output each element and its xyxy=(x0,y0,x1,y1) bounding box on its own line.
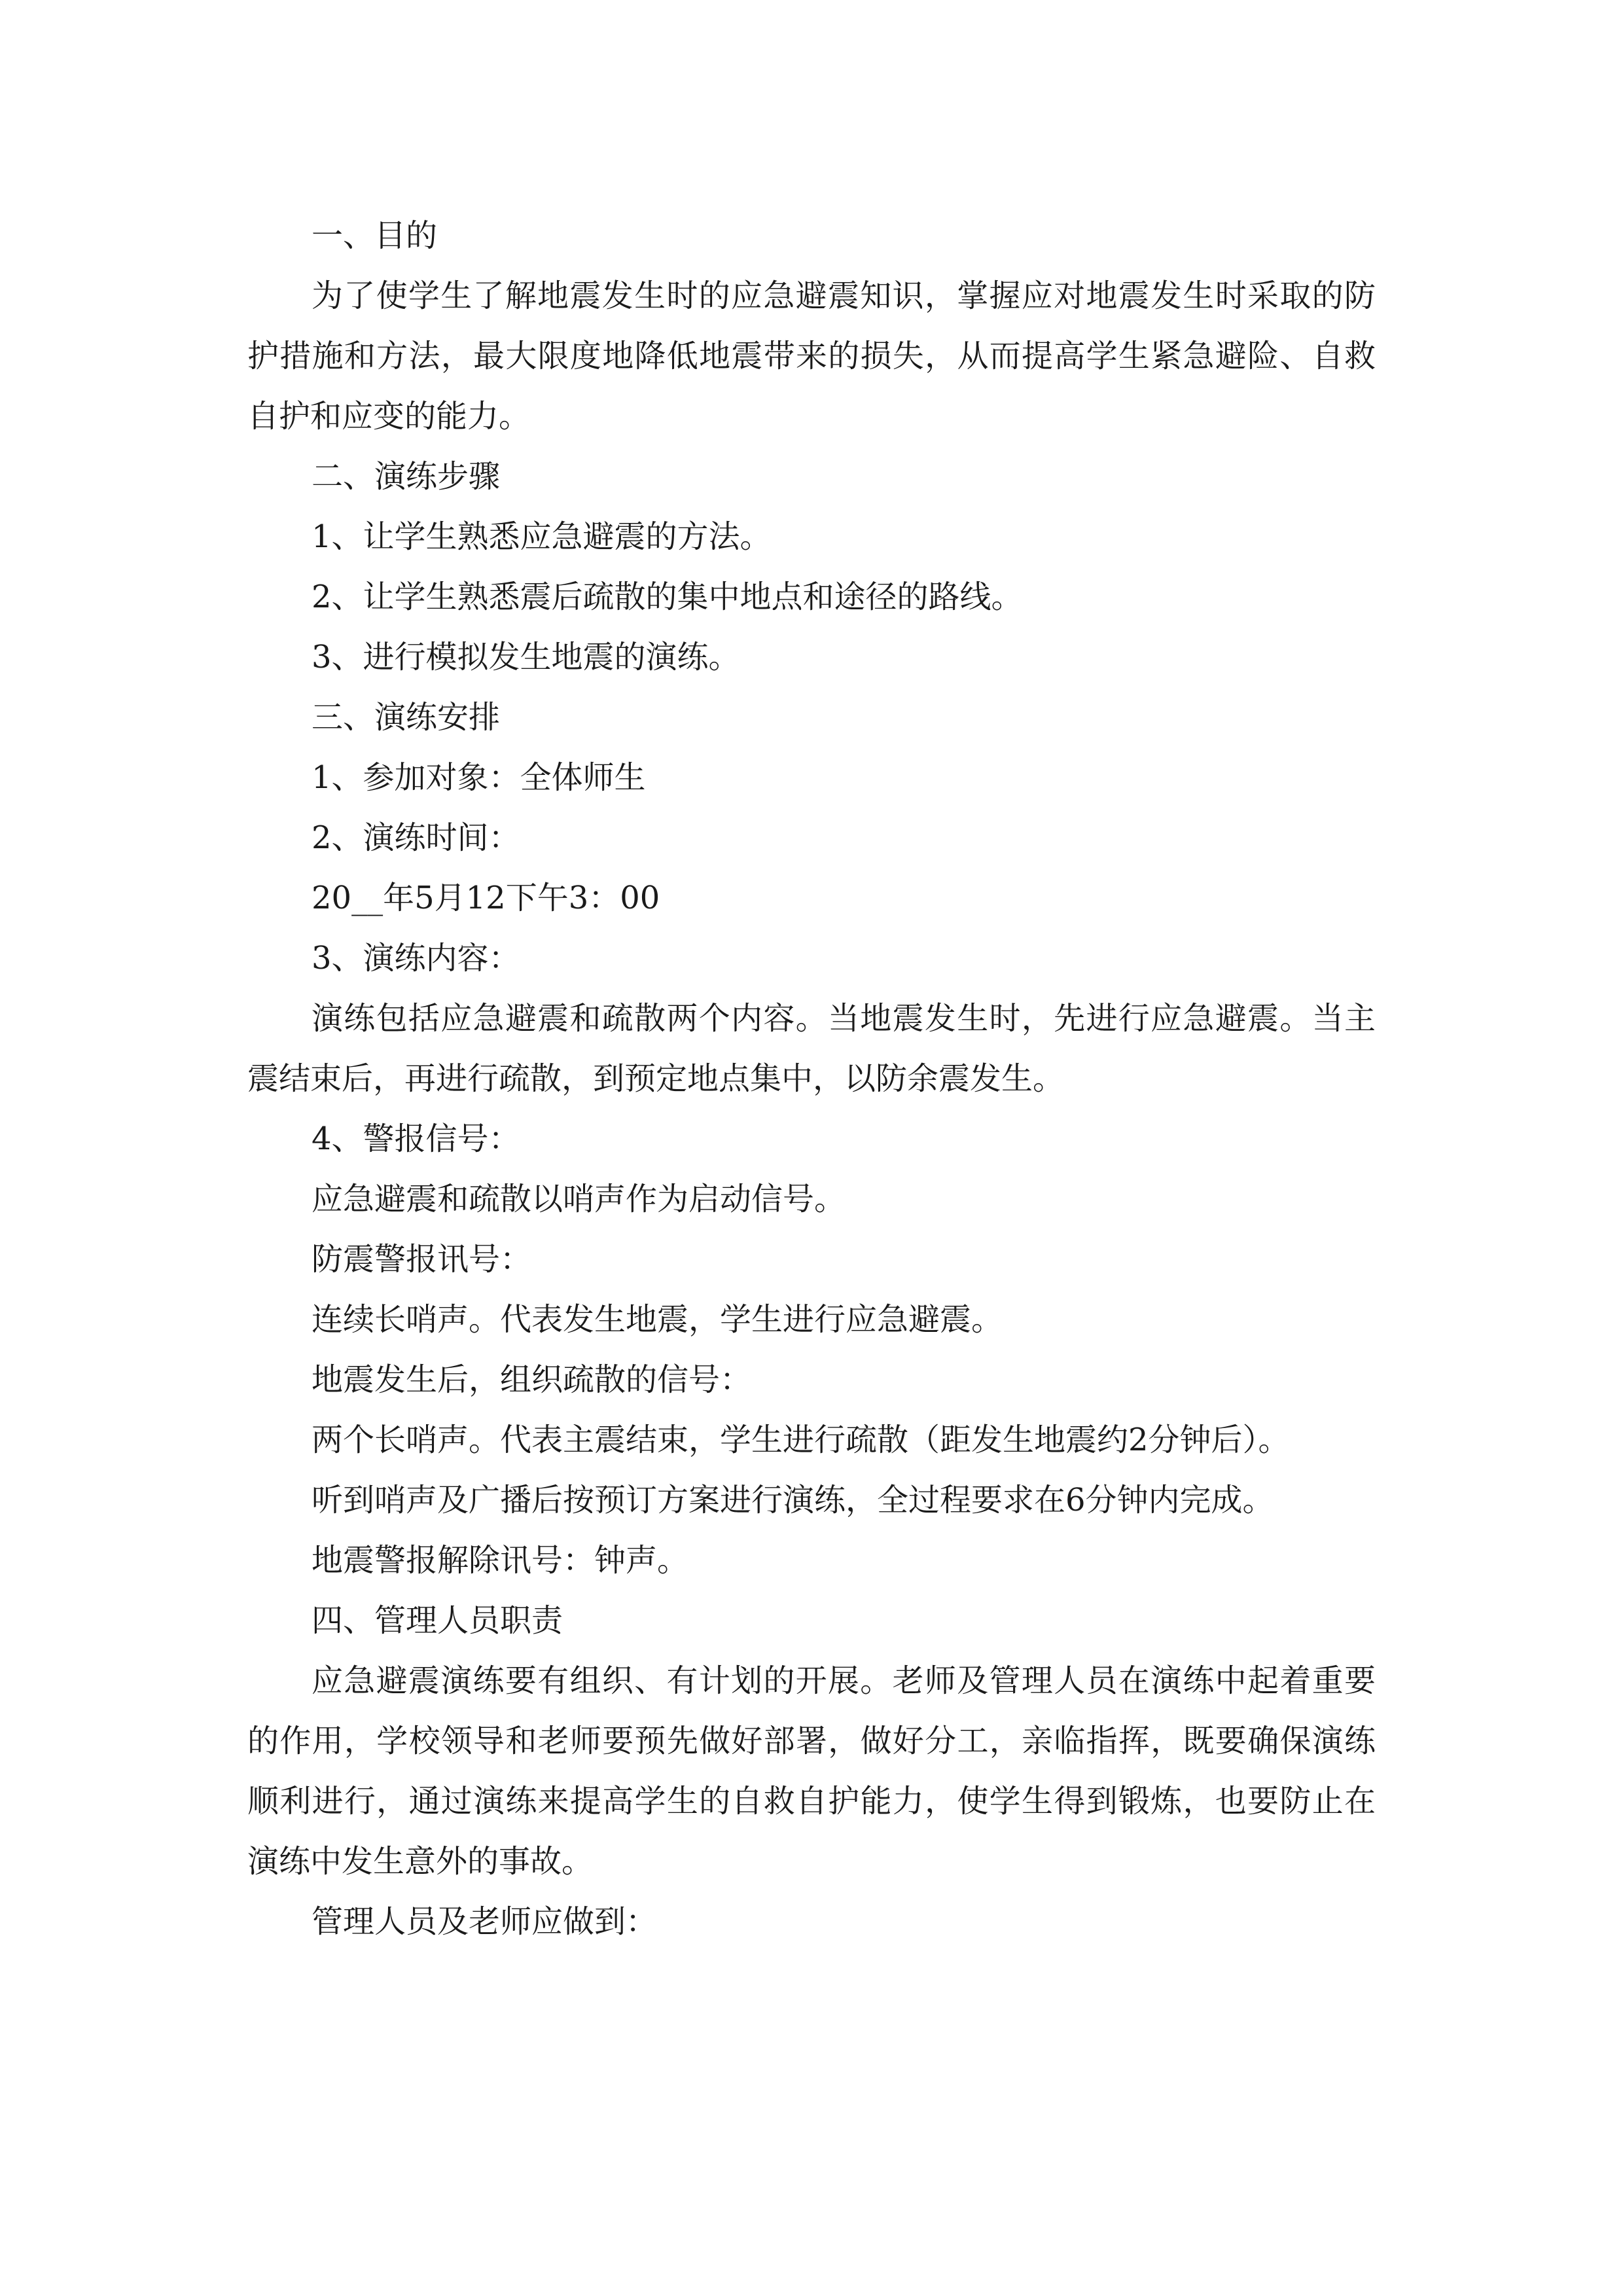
alarm-signal-line-3: 连续长哨声。代表发生地震，学生进行应急避震。 xyxy=(312,1301,1003,1338)
drill-step-3: 3、进行模拟发生地震的演练。 xyxy=(312,639,740,675)
alarm-signal-line-2: 防震警报讯号： xyxy=(312,1241,532,1278)
purpose-paragraph: 为了使学生了解地震发生时的应急避震知识，掌握应对地震发生时采取的防护措施和方法，最大限度地降低地震带来的损失，从而提高学生紧急避险、自救自护和应变的能力。 xyxy=(247,278,1376,435)
alarm-signal-line-5: 两个长哨声。代表主震结束，学生进行疏散（距发生地震约2分钟后）。 xyxy=(312,1422,1290,1458)
manager-duties-lead: 管理人员及老师应做到： xyxy=(312,1903,658,1940)
drill-step-2: 2、让学生熟悉震后疏散的集中地点和途径的路线。 xyxy=(312,579,1023,615)
arrangement-time-label: 2、演练时间： xyxy=(312,819,520,856)
alarm-signal-label: 4、警报信号： xyxy=(312,1121,520,1157)
document-body xyxy=(247,206,1376,1952)
section-heading-drill-steps: 二、演练步骤 xyxy=(312,458,501,495)
alarm-signal-line-4: 地震发生后，组织疏散的信号： xyxy=(312,1361,752,1398)
section-heading-manager-duties: 四、管理人员职责 xyxy=(312,1602,563,1639)
manager-duties-paragraph: 应急避震演练要有组织、有计划的开展。老师及管理人员在演练中起着重要的作用，学校领导和老师要预先做好部署，做好分工，亲临指挥，既要确保演练顺利进行，通过演练来提高学生的自救自护能力，使学生得到锻炼，也要防止在演练中发生意外的事故。 xyxy=(247,1662,1376,1880)
arrangement-participants: 1、参加对象：全体师生 xyxy=(312,759,646,796)
arrangement-content-label: 3、演练内容： xyxy=(312,940,520,977)
alarm-signal-line-7: 地震警报解除讯号：钟声。 xyxy=(312,1542,689,1579)
section-heading-purpose: 一、目的 xyxy=(312,217,438,254)
arrangement-time-value: 20__年5月12下午3：00 xyxy=(312,880,660,916)
arrangement-content-paragraph: 演练包括应急避震和疏散两个内容。当地震发生时，先进行应急避震。当主震结束后，再进行疏散，到预定地点集中，以防余震发生。 xyxy=(247,1000,1376,1097)
section-heading-drill-arrangement: 三、演练安排 xyxy=(312,699,501,736)
alarm-signal-line-6: 听到哨声及广播后按预订方案进行演练，全过程要求在6分钟内完成。 xyxy=(312,1482,1274,1518)
alarm-signal-line-1: 应急避震和疏散以哨声作为启动信号。 xyxy=(312,1181,846,1217)
drill-step-1: 1、让学生熟悉应急避震的方法。 xyxy=(312,518,772,555)
